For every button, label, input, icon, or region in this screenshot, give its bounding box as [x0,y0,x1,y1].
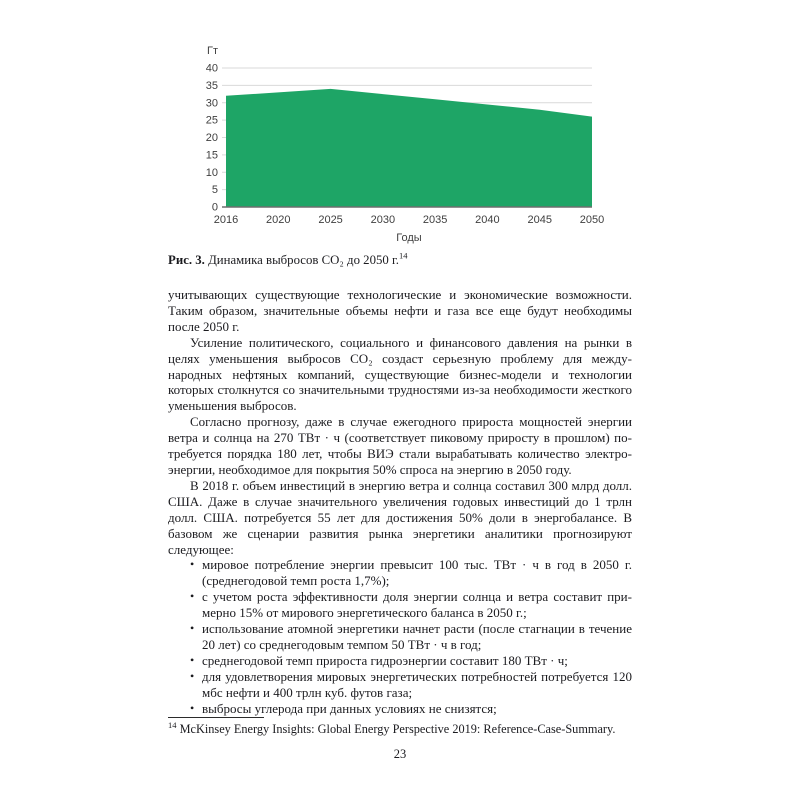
y-tick-label: 40 [205,62,218,75]
x-tick-label: 2016 [213,214,239,226]
paragraph-1: учитывающих существующие технологические и экономические возможности. Таким образом, значительные объемы нефти и газа все еще будут необходимы после 2050 г. [168,287,632,334]
footnote-text: McKinsey Energy Insights: Global Energy Perspective 2019: Reference-Case-Summary. [179,722,616,736]
y-tick-label: 0 [211,201,218,214]
y-tick-label: 30 [205,97,218,110]
page-number: 23 [393,747,407,761]
bullet-item: • мировое потребление энергии превысит 100 тыс. ТВт · ч в год в 2050 г. (среднегодовой темп роста 1,7%); [202,557,632,589]
y-tick-label: 5 [211,184,218,197]
co2-area-chart [186,34,616,246]
x-axis-title: Годы [396,232,422,244]
emissions-area-series [226,89,592,207]
bullet-list [168,557,632,716]
y-tick-label: 10 [205,166,218,179]
x-tick-label: 2045 [527,214,552,226]
x-tick-label: 2030 [370,214,396,226]
x-tick-label: 2035 [422,214,448,226]
footnote-marker: 14 [168,719,177,730]
y-tick-label: 35 [205,79,218,92]
x-tick-label: 2025 [318,214,343,226]
co2-emissions-chart [186,34,616,246]
bullet-item: • с учетом роста эффективности доля энергии солнца и ветра составит примерно 15% от мирового энергетического баланса в 2050 г.; [202,589,632,621]
bullet-item: • среднегодовой темп прироста гидроэнергии составит 180 ТВт · ч; [202,653,632,669]
paragraph-4: В 2018 г. объем инвестиций в энергию ветра и солнца составил 300 млрд долл. США. Даже в случае значительного увеличения годовых инвестиций до 1 трлн долл. США. потребуется 55 лет для достижения 50% доли в энергобалансе. В базовом же сценарии развития рынка энергетики аналитики прогнозируют следующее: [168,477,632,557]
paragraph-2: Усиление политического, социального и финансового давления на рынки в целях уменьшения выбросов CO₂ создаст серьезную проблему для международных нефтяных компаний, существующие бизнес-модели и технологии которых столкнутся со значительными трудностями из-за необходимости жесткого уменьшения выбросов. [168,334,632,414]
figure-caption-footnote-ref: 14 [398,250,408,261]
figure-caption-label: Рис. 3. [168,253,205,267]
figure-caption [168,252,632,268]
x-tick-label: 2050 [579,214,605,226]
y-axis-unit-label: Гт [207,45,218,57]
bullet-item: • использование атомной энергетики начнет расти (после стагнации в течение 20 лет) со среднегодовым темпом 50 ТВт · ч в год; [202,621,632,653]
footnote-divider [168,717,264,718]
y-tick-label: 15 [205,149,218,162]
footnote [168,719,632,737]
x-tick-label: 2040 [475,214,500,226]
figure-caption-text: Динамика выбросов CO₂ до 2050 г. [208,253,399,267]
y-tick-label: 20 [205,132,218,144]
x-tick-label: 2020 [266,214,291,226]
bullet-item: • выбросы углерода при данных условиях не снизятся; [202,701,632,717]
y-tick-label: 25 [205,114,218,127]
paragraph-3: Согласно прогнозу, даже в случае ежегодного прироста мощностей энергии ветра и солнца на 270 ТВт · ч (соответствует пиковому приросту в прошлом) потребуется порядка 180 лет, чтобы ВИЭ стали вырабатывать количество электроэнергии, необходимое для покрытия 50% спроса на энергию в 2050 году. [168,414,632,477]
bullet-item: • для удовлетворения мировых энергетических потребностей потребуется 120 мбс нефти и 400 трлн куб. футов газа; [202,669,632,701]
body-text [168,287,632,716]
